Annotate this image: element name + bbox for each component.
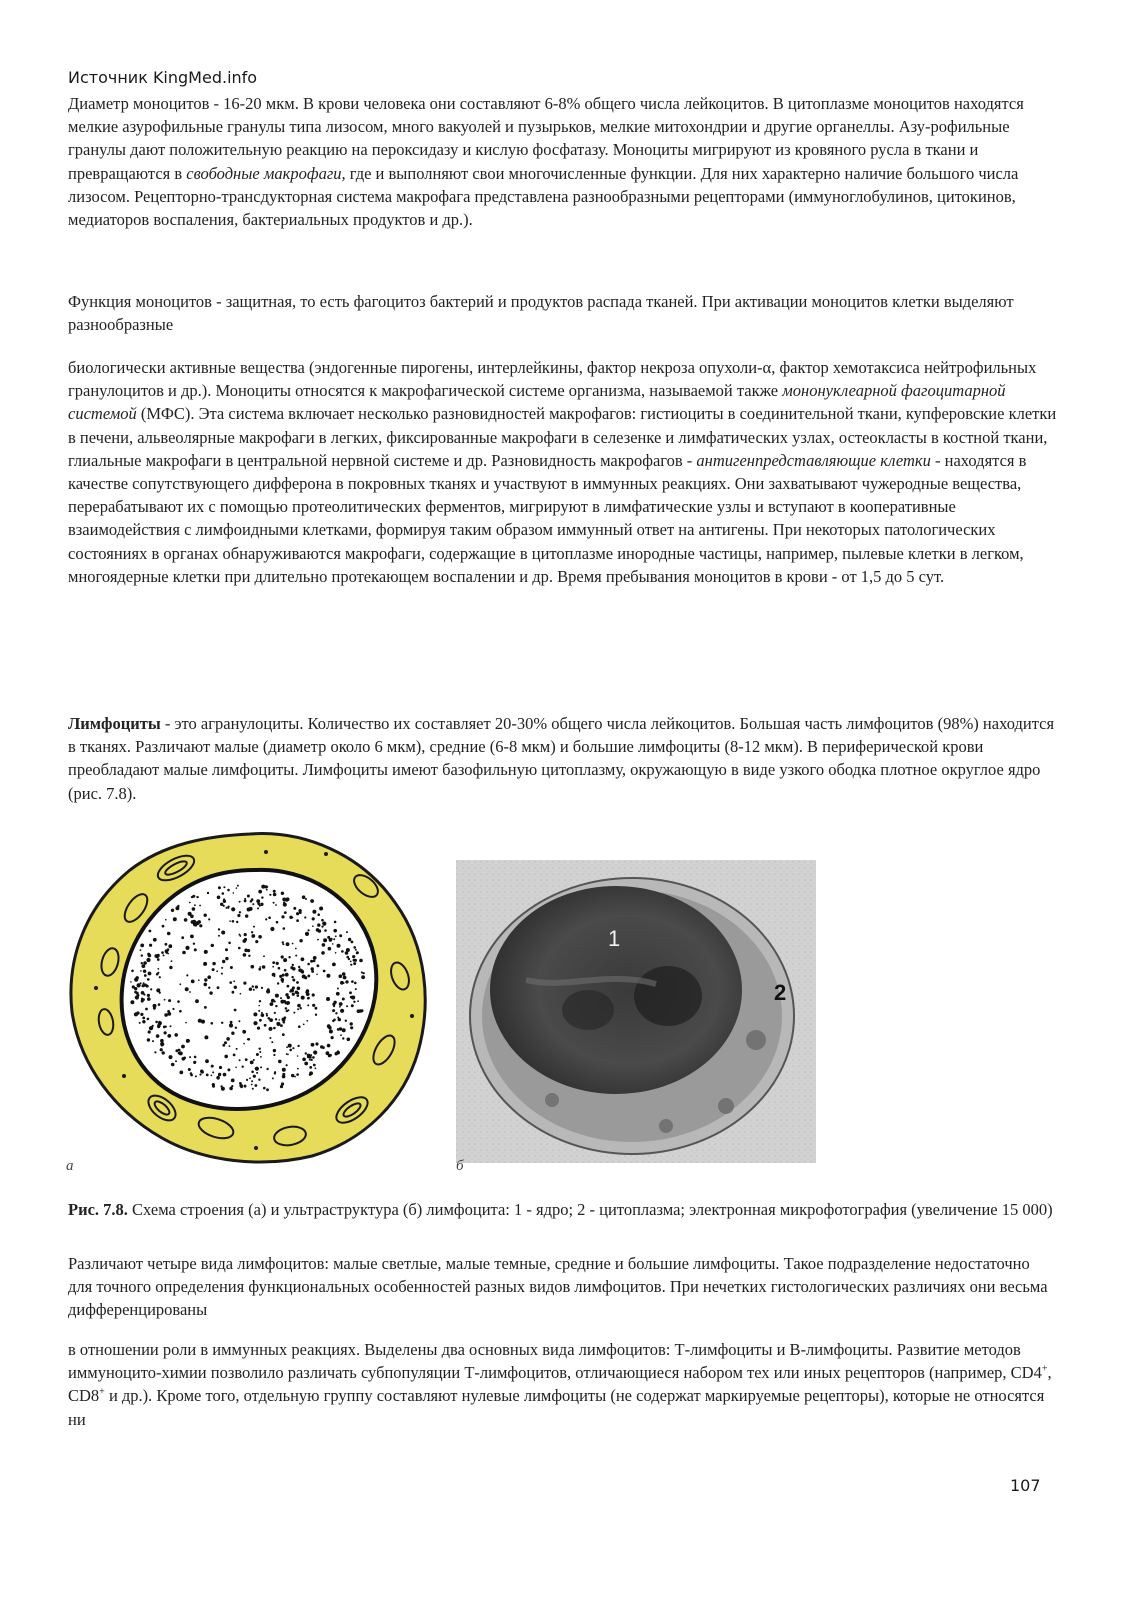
paragraph-text: (МФС). Эта система включает несколько разновидностей макрофагов: гистиоциты в соединительной ткани, купферовские клетки в печени, альвеолярные макрофаги в легких, фиксированные макрофаги в селезенке и лимфатических узлах, остеокласты в костной ткани, глиальные макрофаги в центральной нервной системе и др. Разновидность макрофагов - [68, 404, 1057, 470]
paragraph-lymphocyte-types: Различают четыре вида лимфоцитов: малые светлые, малые темные, средние и большие лимфоциты. Такое подразделение недостаточно для точного определения функциональных особенностей разных видов лимфоцитов. При нечетких гистологических различиях они весьма дифференцированы [68, 1254, 1048, 1320]
micrograph-label-2: 2 [774, 980, 787, 1005]
paragraph-text: - это агранулоциты. Количество их составляет 20-30% общего числа лейкоцитов. Большая часть лимфоцитов (98%) находится в тканях. Различают малые (диаметр около 6 мкм), средние (6-8 мкм) и большие лимфоциты (8-12 мкм). В периферической крови преобладают малые лимфоциты. Лимфоциты имеют базофильную цитоплазму, окружающую в виде узкого ободка плотное округлое ядро (рис. 7.8). [68, 714, 1055, 803]
cell-nucleus [490, 886, 742, 1094]
superscript: + [99, 1386, 105, 1398]
figure-label-b: б [456, 1158, 464, 1174]
caption-number: Рис. 7.8. [68, 1200, 128, 1219]
italic-term: мононуклеарной фагоцитарной системой [68, 381, 1006, 424]
paragraph-monocyte-function: Функция моноцитов - защитная, то есть фагоцитоз бактерий и продуктов распада тканей. При активации моноцитов клетки выделяют разнообразные [68, 292, 1014, 335]
page-number: 107 [1010, 1476, 1041, 1495]
paragraph-lymphocytes [68, 712, 1058, 805]
paragraph-text: Диаметр моноцитов - 16-20 мкм. В крови человека они составляют 6-8% общего числа лейкоцитов. В цитоплазме моноцитов находятся мелкие азурофильные гранулы типа лизосом, много вакуолей и пузырьков, мелкие митохондрии и другие органеллы. Азу-рофильные гранулы дают положительную реакцию на пероксидазу и кислую фосфатазу. Моноциты мигрируют из кровяного русла в ткани и превращаются в [68, 94, 1024, 183]
paragraph-text: и др.). Кроме того, отдельную группу составляют нулевые лимфоциты (не содержат маркируемые рецепторы), которые не относятся ни [68, 1386, 1045, 1429]
superscript: + [1041, 1363, 1048, 1375]
paragraph-monocyte-structure [68, 92, 1058, 231]
paragraph-text: где и выполняют свои многочисленные функции. Для них характерно наличие большого числа лизосом. Рецепторно-трансдукторная система макрофага представлена разнообразными рецепторами (иммуноглобулинов, цитокинов, медиаторов воспаления, бактериальных продуктов и др.). [68, 163, 1019, 230]
paragraph-text: , CD8 [68, 1363, 1052, 1406]
figure-caption [68, 1198, 1058, 1221]
paragraph-lymphocyte-subtypes [68, 1338, 1058, 1431]
italic-term: антигенпредставляющие клетки [696, 450, 931, 470]
paragraph-text: в отношении роли в иммунных реакциях. Выделены два основных вида лимфоцитов: Т-лимфоциты и В-лимфоциты. Развитие методов иммуноцито-химии позволило различать субпопуляции Т-лимфоцитов, отличающиеся набором тех или иных рецепторов (например, CD4 [68, 1340, 1042, 1383]
paragraph-text: биологически активные вещества (эндогенные пирогены, интерлейкины, фактор некроза опухоли-α, фактор хемотаксиса нейтрофильных гранулоцитов и др.). Моноциты относятся к макрофагической системе организма, называемой также [68, 358, 1037, 401]
paragraph-macrophage-system [68, 356, 1058, 588]
lymphocyte-schematic-image [66, 826, 434, 1166]
lymphocyte-micrograph-image [456, 860, 816, 1163]
paragraph-text: - находятся в качестве сопутствующего дифферона в покровных тканях и участвуют в иммунных реакциях. Они захватывают чужеродные вещества, перерабатывают их с помощью протеолитических ферментов, мигрируют в лимфатические узлы и вступают в кооперативные взаимодействия с лимфоидными клетками, формируя таким образом иммунный ответ на антигены. При некоторых патологических состояниях в органах обнаруживаются макрофаги, содержащие в цитоплазме инородные частицы, например, пылевые клетки в легком, многоядерные клетки при длительно протекающем воспалении и др. Время пребывания моноцитов в крови - от 1,5 до 5 сут. [68, 450, 1027, 586]
caption-text: Схема строения (а) и ультраструктура (б) лимфоцита: 1 - ядро; 2 - цитоплазма; электронная микрофотография (увеличение 15 000) [127, 1200, 1053, 1219]
micrograph-label-1: 1 [608, 926, 621, 951]
italic-term: свободные макрофаги, [186, 163, 346, 183]
figure-label-a: а [66, 1158, 74, 1174]
bold-term: Лимфоциты [68, 714, 161, 733]
source-header: Источник KingMed.info [68, 68, 258, 87]
